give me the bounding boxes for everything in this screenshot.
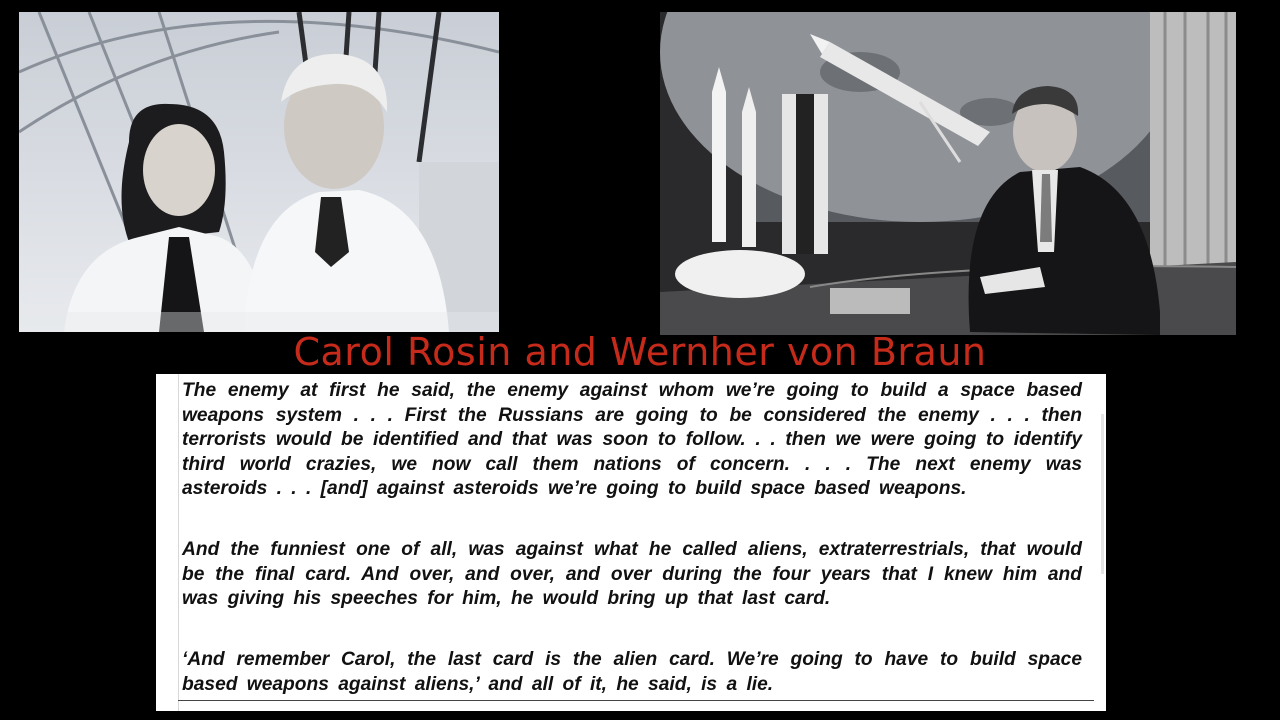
bottom-divider [178,700,1094,701]
quote-panel [156,374,1106,711]
quote-paragraph-3: ‘And remember Carol, the last card is the alien card. We’re going to have to build space based weapons against aliens,’ and all of it, he said, is a lie. [182,649,1082,695]
photo-caption: Carol Rosin and Wernher von Braun [293,330,987,374]
photo-von-braun-desk [660,12,1236,335]
scrollbar[interactable] [1101,414,1104,574]
photo-carol-rosin-and-von-braun [19,12,499,332]
quote-paragraph-2: And the funniest one of all, was against what he called aliens, extraterrestrials, that would be the final card. And over, and over, and over during the four years that I knew him and was giving his speeches for him, he would bring up that last card. [182,539,1082,609]
quote-paragraph-1: The enemy at first he said, the enemy against whom we’re going to build a space based weapons system . . . First the Russians are going to be considered the enemy . . . then terrorists would be identified and that was soon to follow. . . then we were going to identify third world crazies, we now call them nations of concern. . . . The next enemy was asteroids . . . [and] against asteroids we’re going to build space based weapons. [182,380,1082,499]
quote-left-border [178,374,179,711]
